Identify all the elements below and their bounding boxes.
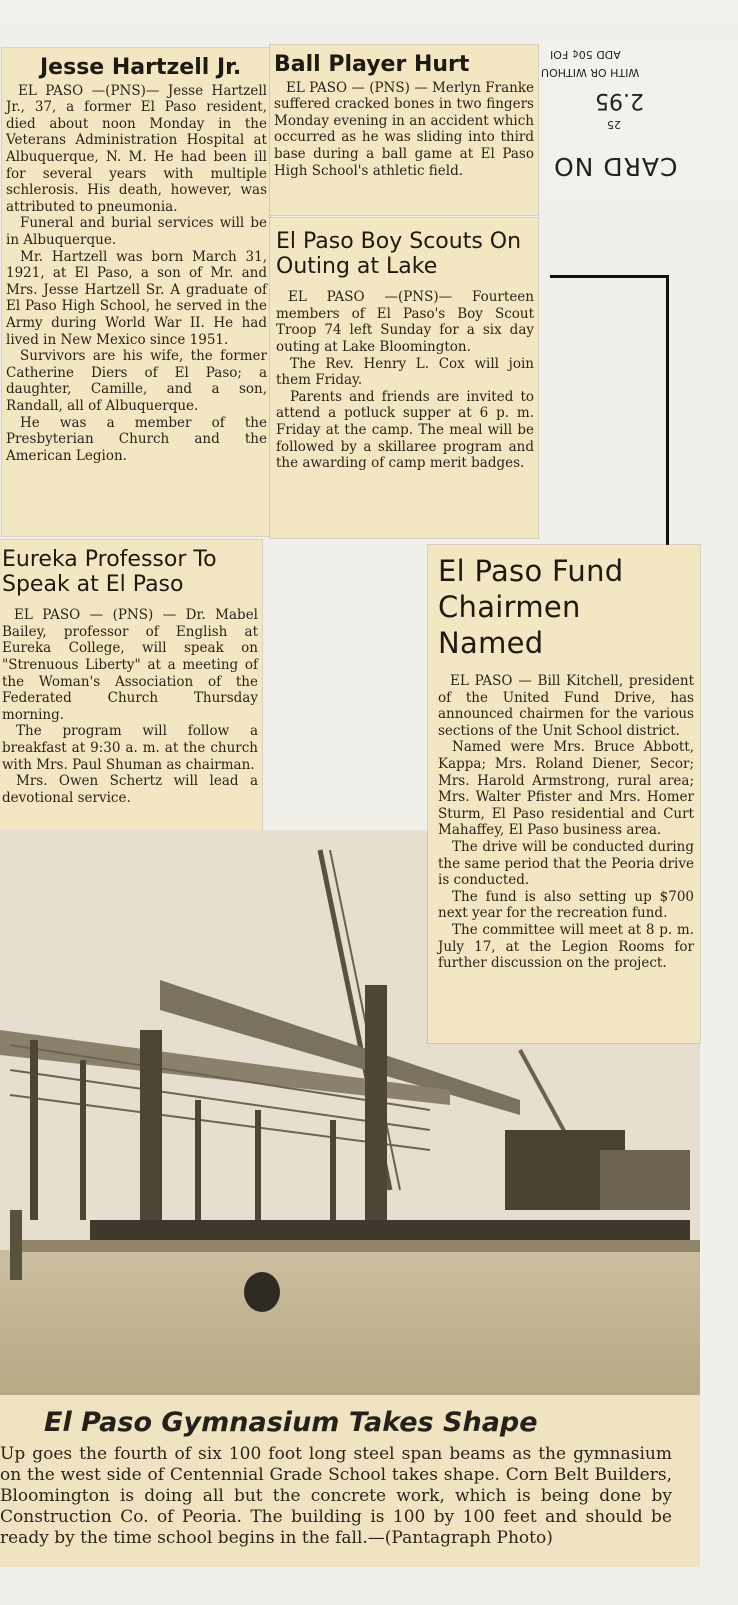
article-body [2,607,258,806]
article-headline: Ball Player Hurt [274,52,470,77]
article-paragraph: EL PASO —(PNS)— Fourteen members of El Paso's Boy Scout Troop 74 left Sunday for a six day outing at Lake Bloomington. [276,289,534,356]
article-headline: Jesse Hartzell Jr. [40,55,242,80]
article-paragraph: Parents and friends are invited to attend a potluck supper at 6 p. m. Friday at the camp. The meal will be followed by a skillaree program and the awarding of camp merit badges. [276,388,534,472]
article-paragraph: The Rev. Henry L. Cox will join them Friday. [276,355,534,389]
article-paragraph: Survivors are his wife, the former Catherine Diers of El Paso; a daughter, Camille, and a son, Randall, all of Albuquerque. [6,348,267,414]
article-obituary [2,48,270,536]
article-paragraph: Named were Mrs. Bruce Abbott, Kappa; Mrs. Roland Diener, Secor; Mrs. Harold Armstrong, rural area; Mrs. Walter Pfister and Mrs. Homer Sturm, El Paso residential and Curt Mahaffey, El Paso business area. [438,739,694,839]
article-body [438,673,694,972]
article-paragraph: The program will follow a breakfast at 9:30 a. m. at the church with Mrs. Paul Shuman as chairman. [2,723,258,773]
article-headline: Eureka Professor To Speak at El Paso [2,547,217,597]
article-paragraph: EL PASO — Bill Kitchell, president of the United Fund Drive, has announced chairmen for the various sections of the Unit School district. [438,673,694,739]
article-body [276,289,534,472]
photo-caption-box [0,1395,700,1567]
card-line-2: WITH OR WITHOU [541,66,640,79]
article-body [6,83,267,465]
card-number: 25 [607,118,621,131]
article-headline: El Paso Boy Scouts On Outing at Lake [276,229,522,279]
article-ball-player [270,45,538,215]
article-body [274,80,534,180]
card-frame [550,275,669,558]
article-paragraph: EL PASO — (PNS) — Merlyn Franke suffered cracked bones in two fingers Monday evening in an accident which occurred as he was sliding into third base during a ball game at El Paso High School's athletic field. [274,79,534,179]
article-boy-scouts [270,218,538,538]
photo-title: El Paso Gymnasium Takes Shape [44,1407,538,1438]
article-paragraph: EL PASO — (PNS) — Dr. Mabel Bailey, professor of English at Eureka College, will speak on "Strenuous Liberty" at a meeting of the Woman's Association of the Federated Church Thursday morning. [2,607,258,723]
article-paragraph: The drive will be conducted during the same period that the Peoria drive is conducted. [438,838,694,889]
article-paragraph: He was a member of the Presbyterian Church and the American Legion. [6,414,267,464]
background-price-card [541,40,738,200]
card-price: 2.95 [595,88,644,113]
card-line-1: ADD 50¢ FOI [550,48,621,61]
article-paragraph: The fund is also setting up $700 next year for the recreation fund. [438,888,694,922]
article-paragraph: Mrs. Owen Schertz will lead a devotional service. [2,773,258,806]
card-label: CARD NO [553,152,678,181]
article-paragraph: The committee will meet at 8 p. m. July 17, at the Legion Rooms for further discussion on the project. [438,921,694,972]
article-paragraph: EL PASO —(PNS)— Jesse Hartzell Jr., 37, a former El Paso resident, died about noon Monday in the Veterans Administration Hospital at Albuquerque, N. M. He had been ill for several years with multiple schlerosis. His death, however, was attributed to pneumonia. [6,82,267,215]
article-eureka-professor [0,540,262,840]
article-headline: El Paso Fund Chairmen Named [438,554,624,660]
article-fund-chairmen [428,545,700,1043]
article-paragraph: Funeral and burial services will be in Albuquerque. [6,215,267,248]
photo-caption: Up goes the fourth of six 100 foot long steel span beams as the gymnasium on the west side of Centennial Grade School takes shape. Corn Belt Builders, Bloomington is doing all but the concrete work, which is being done by Construction Co. of Peoria. The building is 100 by 100 feet and should be ready by the time school begins in the fall.—(Pantagraph Photo) [0,1444,672,1548]
article-paragraph: Mr. Hartzell was born March 31, 1921, at El Paso, a son of Mr. and Mrs. Jesse Hartzell Sr. A graduate of El Paso High School, he served in the Army during World War II. He had lived in New Mexico since 1951. [6,248,267,348]
